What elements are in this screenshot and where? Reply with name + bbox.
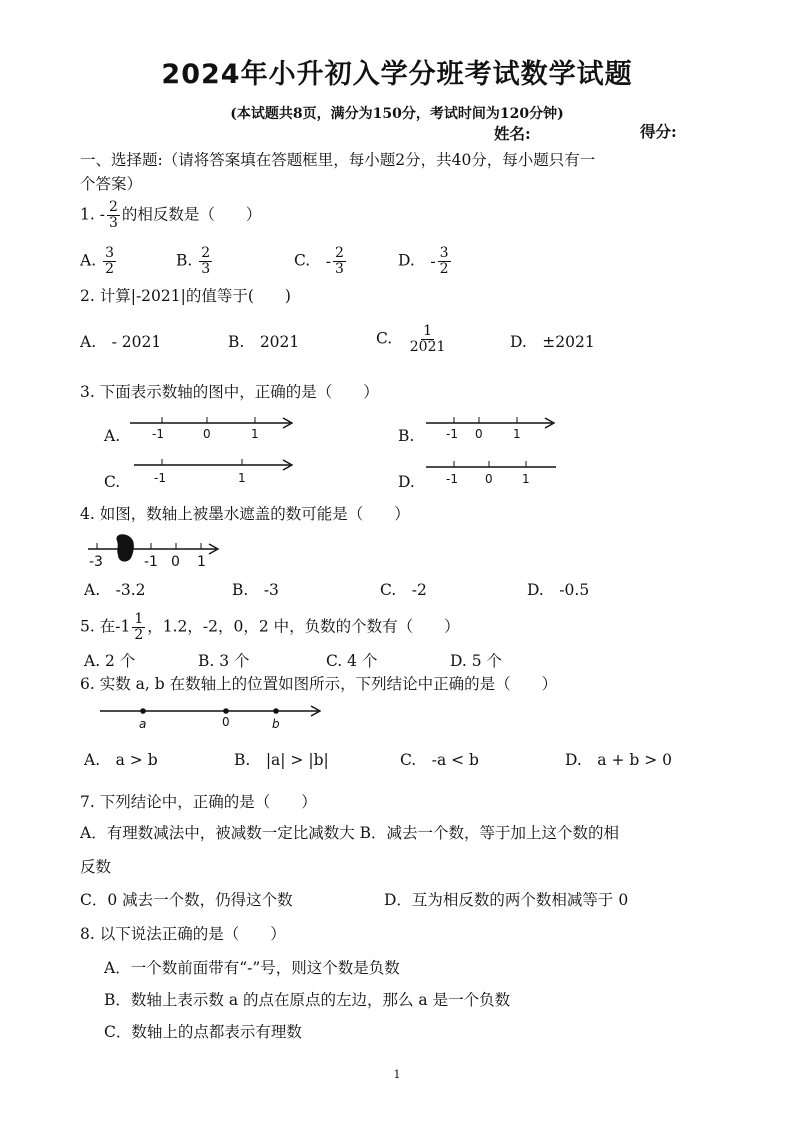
tick-label: 1 [197, 554, 206, 570]
q2-option-a: A. - 2021 [80, 333, 162, 351]
tick-label: 1 [238, 471, 246, 485]
q5-option-d: D. 5 个 [450, 652, 503, 670]
tick-label: -1 [152, 427, 164, 441]
q5-option-c: C. 4 个 [326, 652, 378, 670]
tick-label: 0 [203, 427, 211, 441]
frac-den: 3 [201, 261, 211, 277]
option-label: C. [376, 329, 393, 348]
q1-prefix: 1. - [80, 205, 105, 224]
q5-stem-b: ，1.2，-2，0，2 中，负数的个数有（ ） [147, 617, 460, 636]
page-title: 2024年小升初入学分班考试数学试题 [161, 59, 633, 90]
point-label-zero: 0 [222, 715, 230, 729]
option-sign: - [430, 252, 436, 271]
q8-option-b: B．数轴上表示数 a 的点在原点的左边，那么 a 是一个负数 [104, 991, 511, 1009]
number-line-c [134, 459, 292, 485]
q3-option-a-label: A. [104, 427, 121, 445]
frac-num: 2 [201, 245, 211, 261]
q4-option-a: A. -3.2 [84, 581, 146, 599]
q3-option-d-label: D. [398, 473, 415, 491]
q6-option-d: D. a + b > 0 [565, 751, 673, 769]
q3-option-c-label: C. [104, 473, 121, 491]
q6-option-a: A. a > b [84, 751, 158, 769]
q7-option-d: D．互为相反数的两个数相减等于 0 [384, 891, 629, 909]
frac-den: 2 [439, 261, 449, 277]
frac-num: 1 [423, 323, 433, 339]
frac-num: 2 [335, 245, 344, 261]
option-label: D. [398, 251, 415, 270]
frac-den: 3 [335, 261, 344, 277]
exam-info: (本试题共8页，满分为150分，考试时间为120分钟) [230, 106, 564, 122]
q4-option-b: B. -3 [232, 581, 279, 599]
question-6: 6. 实数 a, b 在数轴上的位置如图所示，下列结论中正确的是（ ） [80, 675, 558, 693]
question-8: 8. 以下说法正确的是（ ） [80, 925, 286, 943]
tick-label: -1 [154, 471, 166, 485]
frac-num: 3 [105, 245, 114, 261]
option-label: B. [176, 251, 193, 270]
q5-option-a: A. 2 个 [84, 652, 136, 670]
q6-option-b: B. |a| > |b| [234, 751, 329, 769]
tick-label: 0 [475, 427, 483, 441]
q2-option-b: B. 2021 [228, 333, 300, 351]
section-heading: 一、选择题:（请将答案填在答题框里，每小题2分，共40分，每小题只有一 [80, 151, 596, 169]
q3-option-b-label: B. [398, 427, 415, 445]
q1-frac-num: 2 [108, 199, 118, 215]
q7-option-line2: 反数 [80, 858, 112, 876]
frac-num: 1 [134, 611, 144, 627]
q4-number-line [88, 534, 218, 570]
tick-label: 0 [485, 472, 493, 486]
option-sign: - [325, 252, 331, 271]
tick-label: -1 [446, 427, 458, 441]
tick-label: -1 [144, 554, 158, 570]
frac-den: 2 [134, 627, 144, 643]
q2-abs-expr: |-2021| [130, 287, 186, 305]
frac-den: 2021 [409, 339, 446, 355]
name-label: 姓名: [494, 124, 531, 143]
question-4: 4. 如图，数轴上被墨水遮盖的数可能是（ ） [80, 505, 410, 523]
number-line-a [130, 417, 292, 441]
q6-option-c: C. -a < b [400, 751, 479, 769]
tick-label: -3 [89, 554, 103, 570]
q5-stem-a: 5. 在-1 [80, 617, 131, 636]
section-heading-cont: 个答案） [80, 175, 143, 193]
tick-label: 1 [522, 472, 530, 486]
ink-blot [116, 534, 133, 561]
question-5 [80, 612, 460, 643]
frac-num: 3 [439, 245, 449, 261]
tick-label: 1 [513, 427, 521, 441]
q4-option-d: D. -0.5 [527, 581, 590, 599]
q4-option-c: C. -2 [380, 581, 427, 599]
tick-label: 1 [251, 427, 259, 441]
frac-den: 2 [105, 261, 114, 277]
point-label-a: a [139, 717, 147, 731]
q5-option-b: B. 3 个 [198, 652, 250, 670]
option-label: A. [80, 251, 97, 270]
q8-option-a: A．一个数前面带有“-”号，则这个数是负数 [104, 959, 400, 977]
number-line-d [426, 461, 556, 486]
q1-stem: 的相反数是（ ） [121, 205, 262, 224]
q5-fraction [132, 612, 145, 643]
q1-frac-den: 3 [108, 215, 118, 231]
question-7: 7. 下列结论中，正确的是（ ） [80, 793, 317, 811]
q2-stem-b: 的值等于( ) [185, 287, 291, 305]
question-3: 3. 下面表示数轴的图中，正确的是（ ） [80, 383, 379, 401]
q2-stem-a: 2. 计算 [80, 287, 131, 305]
score-label: 得分: [640, 122, 677, 141]
page-number: 1 [393, 1068, 401, 1081]
tick-label: 0 [171, 554, 180, 570]
q8-option-c: C．数轴上的点都表示有理数 [104, 1023, 302, 1041]
number-line-b [426, 417, 554, 441]
tick-label: -1 [446, 472, 458, 486]
q6-number-line [100, 706, 320, 731]
q7-option-line1: A．有理数减法中，被减数一定比减数大 B．减去一个数，等于加上这个数的相 [80, 824, 620, 842]
q2-option-d: D. ±2021 [510, 333, 595, 351]
option-label: C. [294, 251, 311, 270]
point-label-b: b [272, 717, 280, 731]
q7-option-c: C．0 减去一个数，仍得这个数 [80, 891, 293, 909]
